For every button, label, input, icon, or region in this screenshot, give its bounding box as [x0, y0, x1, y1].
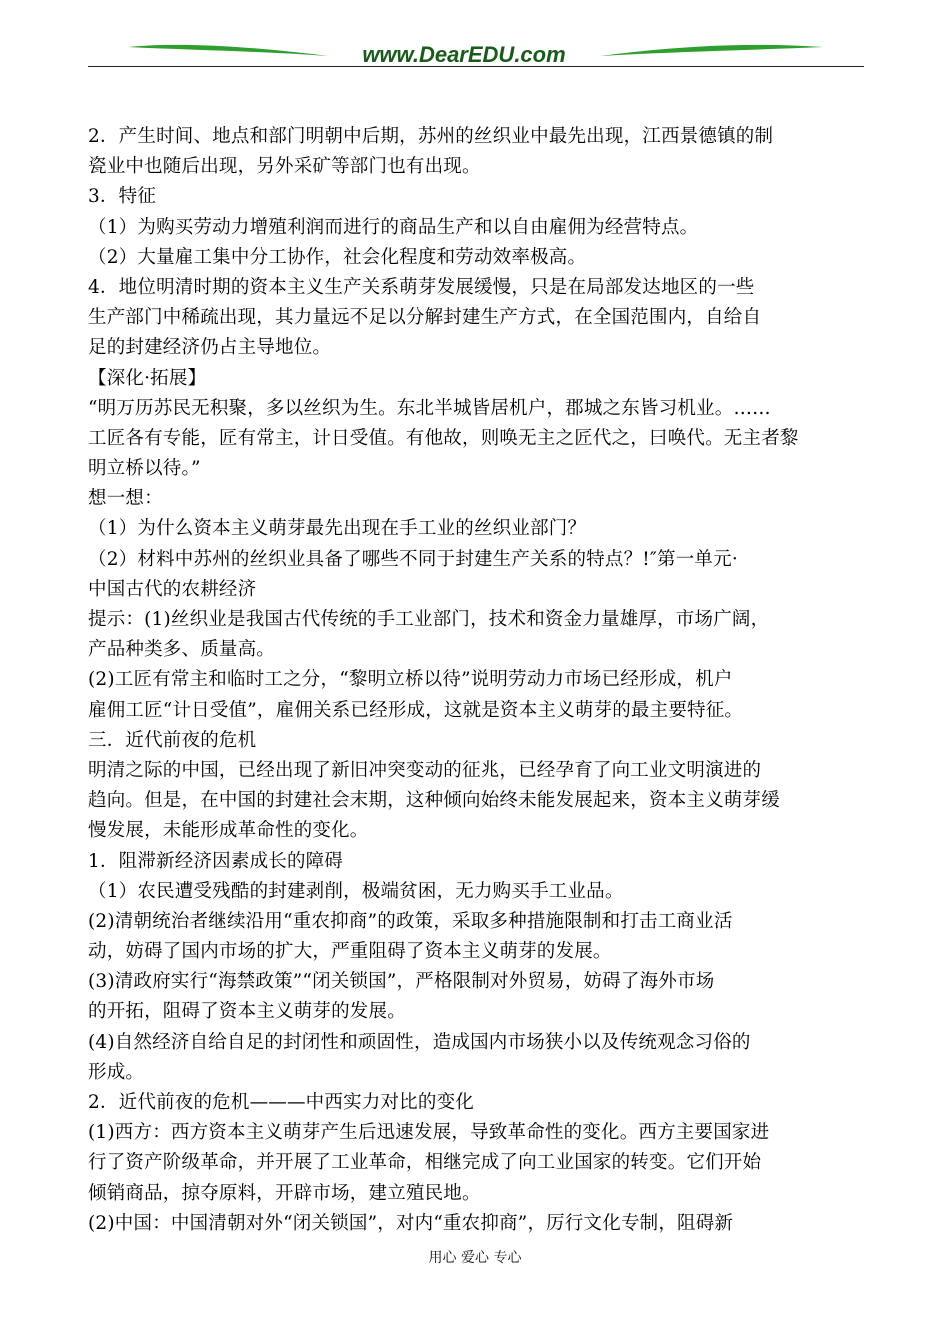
text-line: 行了资产阶级革命，并开展了工业革命，相继完成了向工业国家的转变。它们开始 — [88, 1152, 762, 1174]
text-line: 足的封建经济仍占主导地位。 — [88, 337, 332, 359]
text-line: 1．阻滞新经济因素成长的障碍 — [88, 850, 344, 872]
text-line: 趋向。但是，在中国的封建社会末期，这种倾向始终未能发展起来，资本主义萌芽缓 — [88, 790, 780, 812]
text-line: 生产部门中稀疏出现，其力量远不足以分解封建生产方式，在全国范围内，自给自 — [88, 307, 762, 329]
text-line: 工匠各有专能，匠有常主，计日受值。有他故，则唤无主之匠代之，曰唤代。无主者黎 — [88, 427, 799, 449]
text-line: 【深化·拓展】 — [88, 367, 207, 389]
text-line: “明万历苏民无积聚，多以丝织为生。东北半城皆居机户，郡城之东皆习机业。…… — [88, 397, 771, 419]
text-line: 产品种类多、质量高。 — [88, 639, 276, 661]
text-line: 4．地位明清时期的资本主义生产关系萌芽发展缓慢，只是在局部发达地区的一些 — [88, 276, 755, 298]
text-line: (2)中国：中国清朝对外“闭关锁国”，对内“重农抑商”，厉行文化专制，阻碍新 — [88, 1212, 734, 1234]
text-line: (2)工匠有常主和临时工之分，“黎明立桥以待”说明劳动力市场已经形成，机户 — [88, 669, 733, 691]
text-line: （2）材料中苏州的丝织业具备了哪些不同于封建生产关系的特点？!″第一单元· — [88, 548, 738, 570]
text-line: 的开拓，阻碍了资本主义萌芽的发展。 — [88, 1001, 406, 1023]
page-footer: 用心 爱心 专心 — [428, 1250, 522, 1266]
text-line: (4)自然经济自给自足的封闭性和顽固性，造成国内市场狭小以及传统观念习俗的 — [88, 1031, 751, 1053]
text-line: 2．产生时间、地点和部门明朝中后期，苏州的丝织业中最先出现，江西景德镇的制 — [88, 126, 774, 147]
text-line: 2．近代前夜的危机———中西实力对比的变化 — [88, 1092, 474, 1113]
text-line: （1）为什么资本主义萌芽最先出现在手工业的丝织业部门？ — [88, 518, 587, 540]
text-line: （2）大量雇工集中分工协作，社会化程度和劳动效率极高。 — [88, 246, 587, 268]
text-line: 慢发展，未能形成革命性的变化。 — [88, 820, 369, 842]
header-logo — [88, 38, 864, 68]
text-line: (3)清政府实行“海禁政策”“闭关锁国”，严格限制对外贸易，妨碍了海外市场 — [88, 971, 715, 993]
text-line: 3．特征 — [88, 186, 157, 208]
text-line: (1)西方：西方资本主义萌芽产生后迅速发展，导致革命性的变化。西方主要国家进 — [88, 1122, 770, 1144]
logo-text: www.DearEDU.com — [362, 42, 566, 67]
text-line: 雇佣工匠“计日受值”，雇佣关系已经形成，这就是资本主义萌芽的最主要特征。 — [88, 699, 744, 721]
text-line: 提示：(1)丝织业是我国古代传统的手工业部门，技术和资金力量雄厚，市场广阔， — [88, 609, 770, 630]
text-line: 动，妨碍了国内市场的扩大，严重阻碍了资本主义萌芽的发展。 — [88, 941, 612, 963]
text-line: 倾销商品，掠夺原料，开辟市场，建立殖民地。 — [88, 1182, 481, 1204]
text-line: 明清之际的中国，已经出现了新旧冲突变动的征兆，已经孕育了向工业文明演进的 — [88, 759, 762, 781]
text-line: (2)清朝统治者继续沿用“重农抑商”的政策，采取多种措施限制和打击工商业活 — [88, 910, 733, 932]
right-swoosh — [600, 45, 823, 56]
text-line: 想一想： — [88, 488, 163, 510]
text-line: 瓷业中也随后出现，另外采矿等部门也有出现。 — [88, 156, 481, 178]
document-body — [88, 122, 864, 1239]
text-line: （1）为购买劳动力增殖利润而进行的商品生产和以自由雇佣为经营特点。 — [88, 216, 699, 238]
text-line: 明立桥以待。” — [88, 458, 201, 480]
dearedu-logo — [88, 38, 864, 68]
text-line: （1）农民遭受残酷的封建剥削，极端贫困，无力购买手工业品。 — [88, 880, 624, 902]
text-line: 中国古代的农耕经济 — [88, 578, 257, 600]
text-line: 形成。 — [88, 1061, 145, 1083]
left-swoosh — [128, 45, 328, 56]
header-divider — [88, 66, 864, 67]
text-line: 三．近代前夜的危机 — [88, 729, 257, 751]
